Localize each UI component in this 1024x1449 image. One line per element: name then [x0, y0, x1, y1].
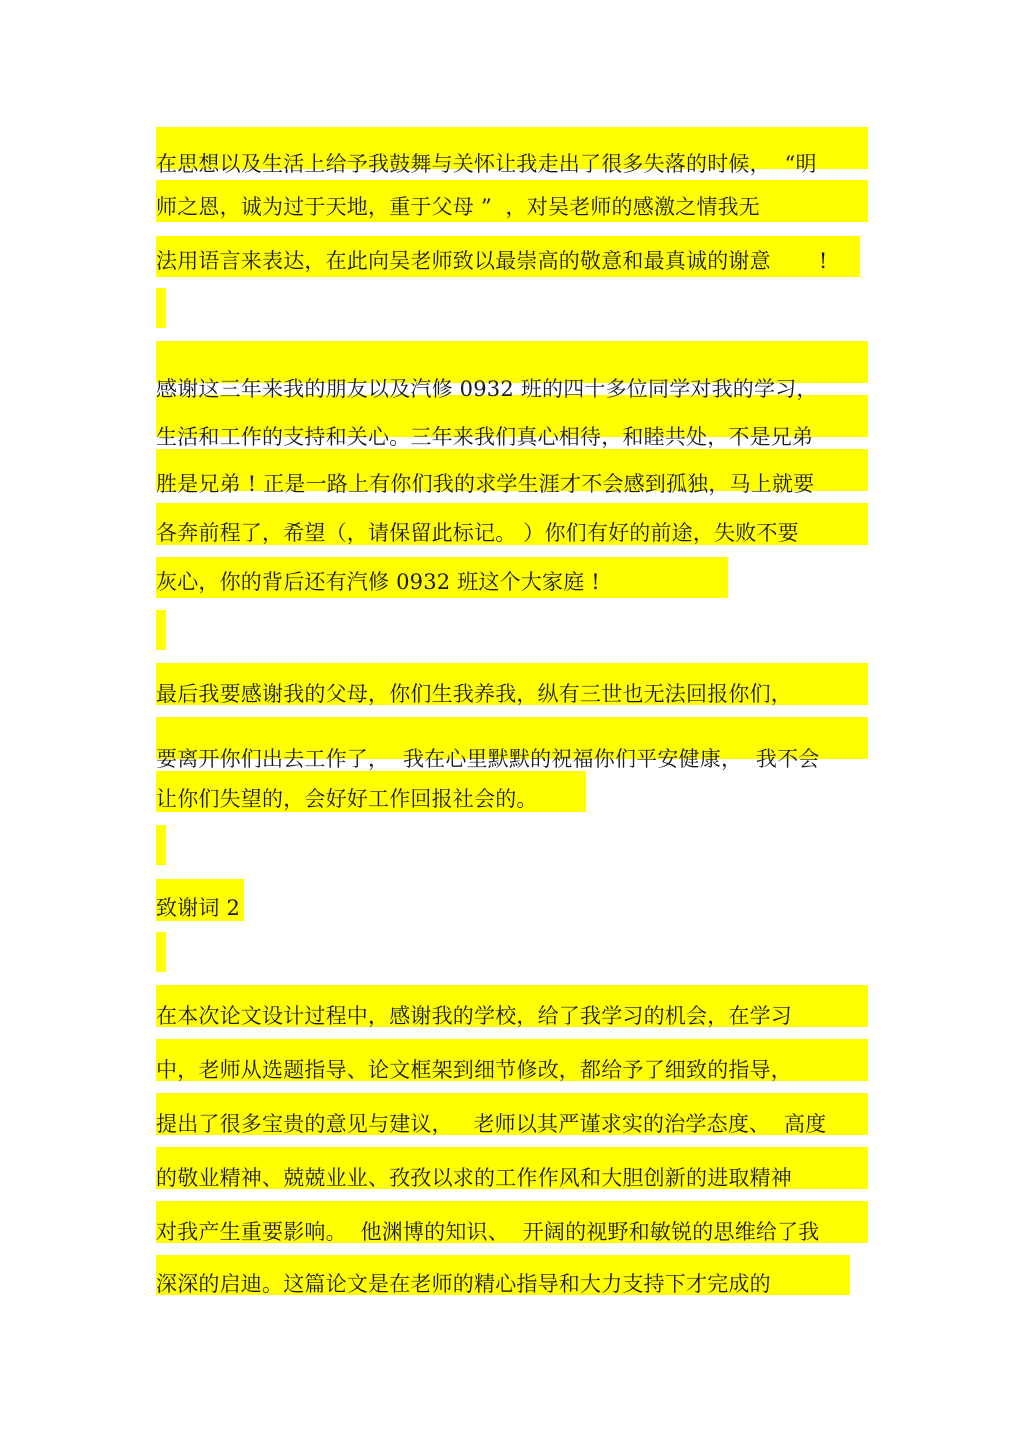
paragraph-4-line: 提出了很多宝贵的意见与建议， 老师以其严谨求实的治学态度、 高度 [156, 1112, 827, 1136]
paragraph-4-line: 中，老师从选题指导、论文框架到细节修改，都给予了细致的指导， [156, 1058, 792, 1082]
paragraph-4-line: 在本次论文设计过程中，感谢我的学校，给了我学习的机会，在学习 [156, 1004, 792, 1028]
paragraph-2-line: 胜是兄弟 ! 正是一路上有你们我的求学生涯才不会感到孤独，马上就要 [156, 472, 815, 496]
empty-line-highlight [156, 288, 166, 328]
paragraph-2-line: 各奔前程了，希望（，请保留此标记。 ）你们有好的前途，失败不要 [156, 521, 799, 545]
paragraph-4-line: 的敬业精神、兢兢业业、孜孜以求的工作作风和大胆创新的进取精神 [156, 1166, 792, 1190]
empty-line-highlight [156, 932, 166, 972]
paragraph-4-line: 对我产生重要影响。 他渊博的知识、 开阔的视野和敏锐的思维给了我 [156, 1220, 820, 1244]
paragraph-4-line: 深深的启迪。这篇论文是在老师的精心指导和大力支持下才完成的 [156, 1272, 771, 1296]
paragraph-3-line: 让你们失望的，会好好工作回报社会的。 [156, 787, 538, 811]
empty-line-highlight [156, 825, 166, 865]
paragraph-1-line: 法用语言来表达，在此向吴老师致以最崇高的敬意和最真诚的谢意 ! [156, 249, 828, 273]
paragraph-2-line: 生活和工作的支持和关心。三年来我们真心相待，和睦共处，不是兄弟 [156, 425, 814, 449]
paragraph-3-line: 要离开你们出去工作了， 我在心里默默的祝福你们平安健康， 我不会 [156, 747, 820, 771]
empty-line-highlight [156, 610, 166, 650]
paragraph-2-line: 灰心，你的背后还有汽修 0932 班这个大家庭 ! [156, 570, 600, 594]
paragraph-2-line: 感谢这三年来我的朋友以及汽修 0932 班的四十多位同学对我的学习， [156, 377, 818, 401]
section-heading: 致谢词 2 [156, 896, 241, 920]
paragraph-3-line: 最后我要感谢我的父母，你们生我养我，纵有三世也无法回报你们， [156, 682, 792, 706]
paragraph-1-line: 师之恩，诚为过于天地，重于父母 ” ，对吴老师的感激之情我无 [156, 195, 760, 219]
paragraph-1-line: 在思想以及生活上给予我鼓舞与关怀让我走出了很多失落的时候， “明 [156, 152, 817, 176]
